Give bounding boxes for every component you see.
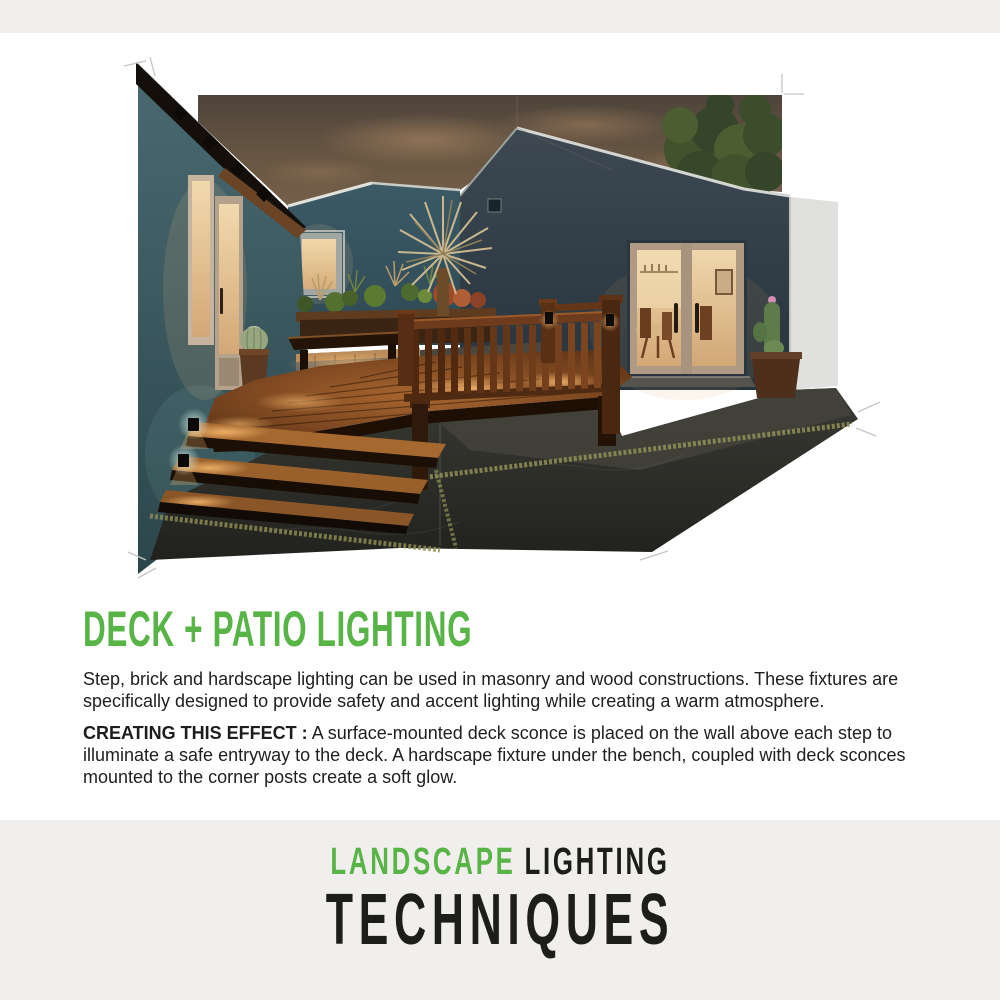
page-title: DECK + PATIO LIGHTING [83,601,473,657]
effect-label: CREATING THIS EFFECT : [83,723,308,743]
footer-series-title: TECHNIQUES [325,880,675,960]
french-doors [620,240,756,387]
door-handle [220,288,223,314]
door-handle [695,303,699,333]
effect-body: A surface-mounted deck sconce is placed on the wall above each step to illuminate a safe entryway to the deck. A hardscape fixture under the bench, coupled with deck sconces mounted to the corner posts create a soft glow. [83,723,906,787]
post-sconce-fixture [545,312,553,324]
brand-word-lighting: LIGHTING [524,841,670,883]
brand-word-landscape: LANDSCAPE [330,841,516,883]
footer-brand-line [160,843,840,881]
effect-paragraph [83,722,911,788]
newel-post [398,314,414,386]
intro-paragraph: Step, brick and hardscape lighting can be used in masonry and wood constructions. These fixtures are specifically designed to provide safety and accent lighting while creating a warm atmosphere. [83,669,899,711]
door-handle [674,303,678,333]
attic-window [488,199,501,212]
step-sconce-fixture [188,418,199,431]
text-section [83,602,919,798]
step-sconce-fixture [178,454,189,467]
post-sconce-fixture [606,314,614,326]
picture-frame [716,270,732,294]
